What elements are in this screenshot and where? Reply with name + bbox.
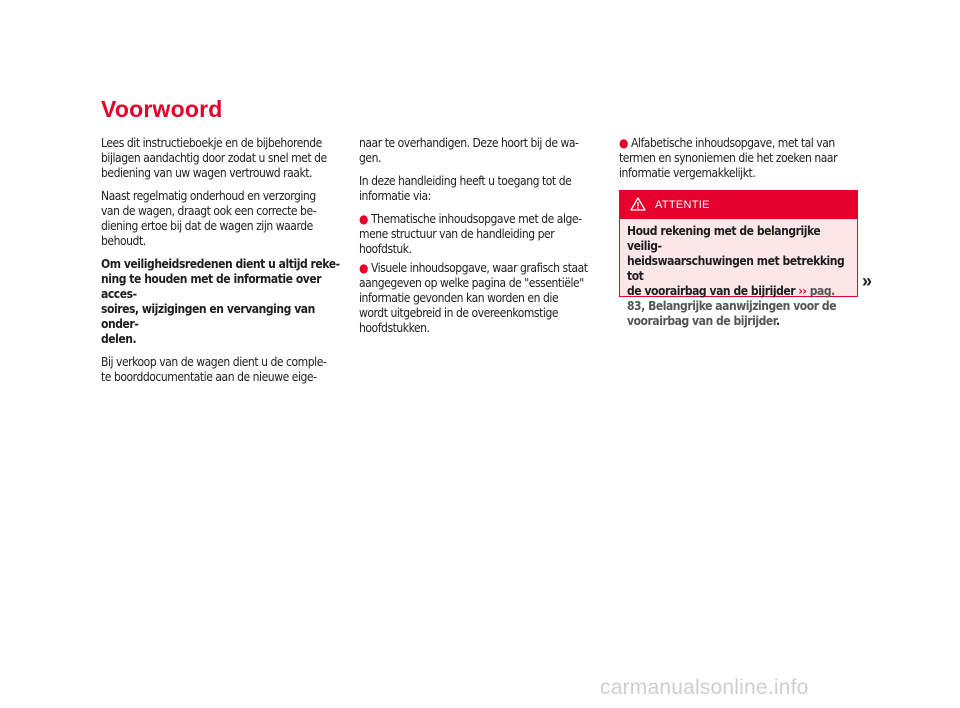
bullet-icon: ● — [619, 136, 628, 150]
page-title: Voorwoord — [101, 96, 223, 122]
sale-paragraph: Bij verkoop van de wagen dient u de comple- te boorddocumentatie aan de nieuwe eige- — [101, 355, 327, 384]
list-item-thematic: ● Thematische inhoudsopgave met de alge- mene structuur van de handleiding per hoofdstuk. — [359, 212, 582, 256]
bullet-icon: ● — [359, 261, 368, 275]
safety-paragraph: Om veiligheidsredenen dient u altijd reke- ning te houden met de informatie over acces- soires, wijzigingen en vervanging van onder- delen. — [101, 257, 340, 346]
watermark: carmanualsonline.info — [600, 676, 809, 699]
warning-header — [620, 191, 857, 219]
warning-label: ATTENTIE — [655, 199, 710, 211]
column-2 — [359, 136, 603, 340]
page-reference[interactable]: pag. — [809, 284, 835, 298]
warning-text: Houd rekening met de belangrijke veilig- heidswaarschuwingen met betrekking tot de voorairbag van de bijrijder ›› pag. 83, Belangrijke aanwijzingen voor de voorairbag van de bijrijder. — [627, 224, 845, 328]
handover-paragraph: naar te overhandigen. Deze hoort bij de wa- gen. — [359, 136, 579, 165]
page-reference-title[interactable]: 83, Belangrijke aanwijzingen voor de — [627, 299, 837, 313]
page-reference-title-cont[interactable]: voorairbag van de bijrijder — [627, 314, 776, 328]
bullet-icon: ● — [359, 212, 368, 226]
continue-icon: » — [862, 271, 873, 291]
access-paragraph: In deze handleiding heeft u toegang tot de informatie via: — [359, 174, 572, 203]
list-item-visual: ● Visuele inhoudsopgave, waar grafisch staat aangegeven op welke pagina de "essentiële" informatie gevonden kan worden en die wordt uitgebreid in de overeenkomstige hoofdstukken. — [359, 261, 588, 335]
cross-reference-arrow-icon: ›› — [798, 284, 807, 298]
warning-box — [619, 190, 858, 328]
column-3 — [619, 136, 861, 185]
list-item-alphabetic: ● Alfabetische inhoudsopgave, met tal van termen en synoniemen die het zoeken naar informatie vergemakkelijkt. — [619, 136, 838, 180]
warning-triangle-icon — [630, 197, 646, 211]
column-1 — [101, 136, 341, 393]
maintenance-paragraph: Naast regelmatig onderhoud en verzorging van de wagen, draagt ook een correcte be- diening ertoe bij dat de wagen zijn waarde behoudt. — [101, 189, 317, 248]
intro-paragraph: Lees dit instructieboekje en de bijbehorende bijlagen aandachtig door zodat u snel met de bediening van uw wagen vertrouwd raakt. — [101, 136, 327, 180]
